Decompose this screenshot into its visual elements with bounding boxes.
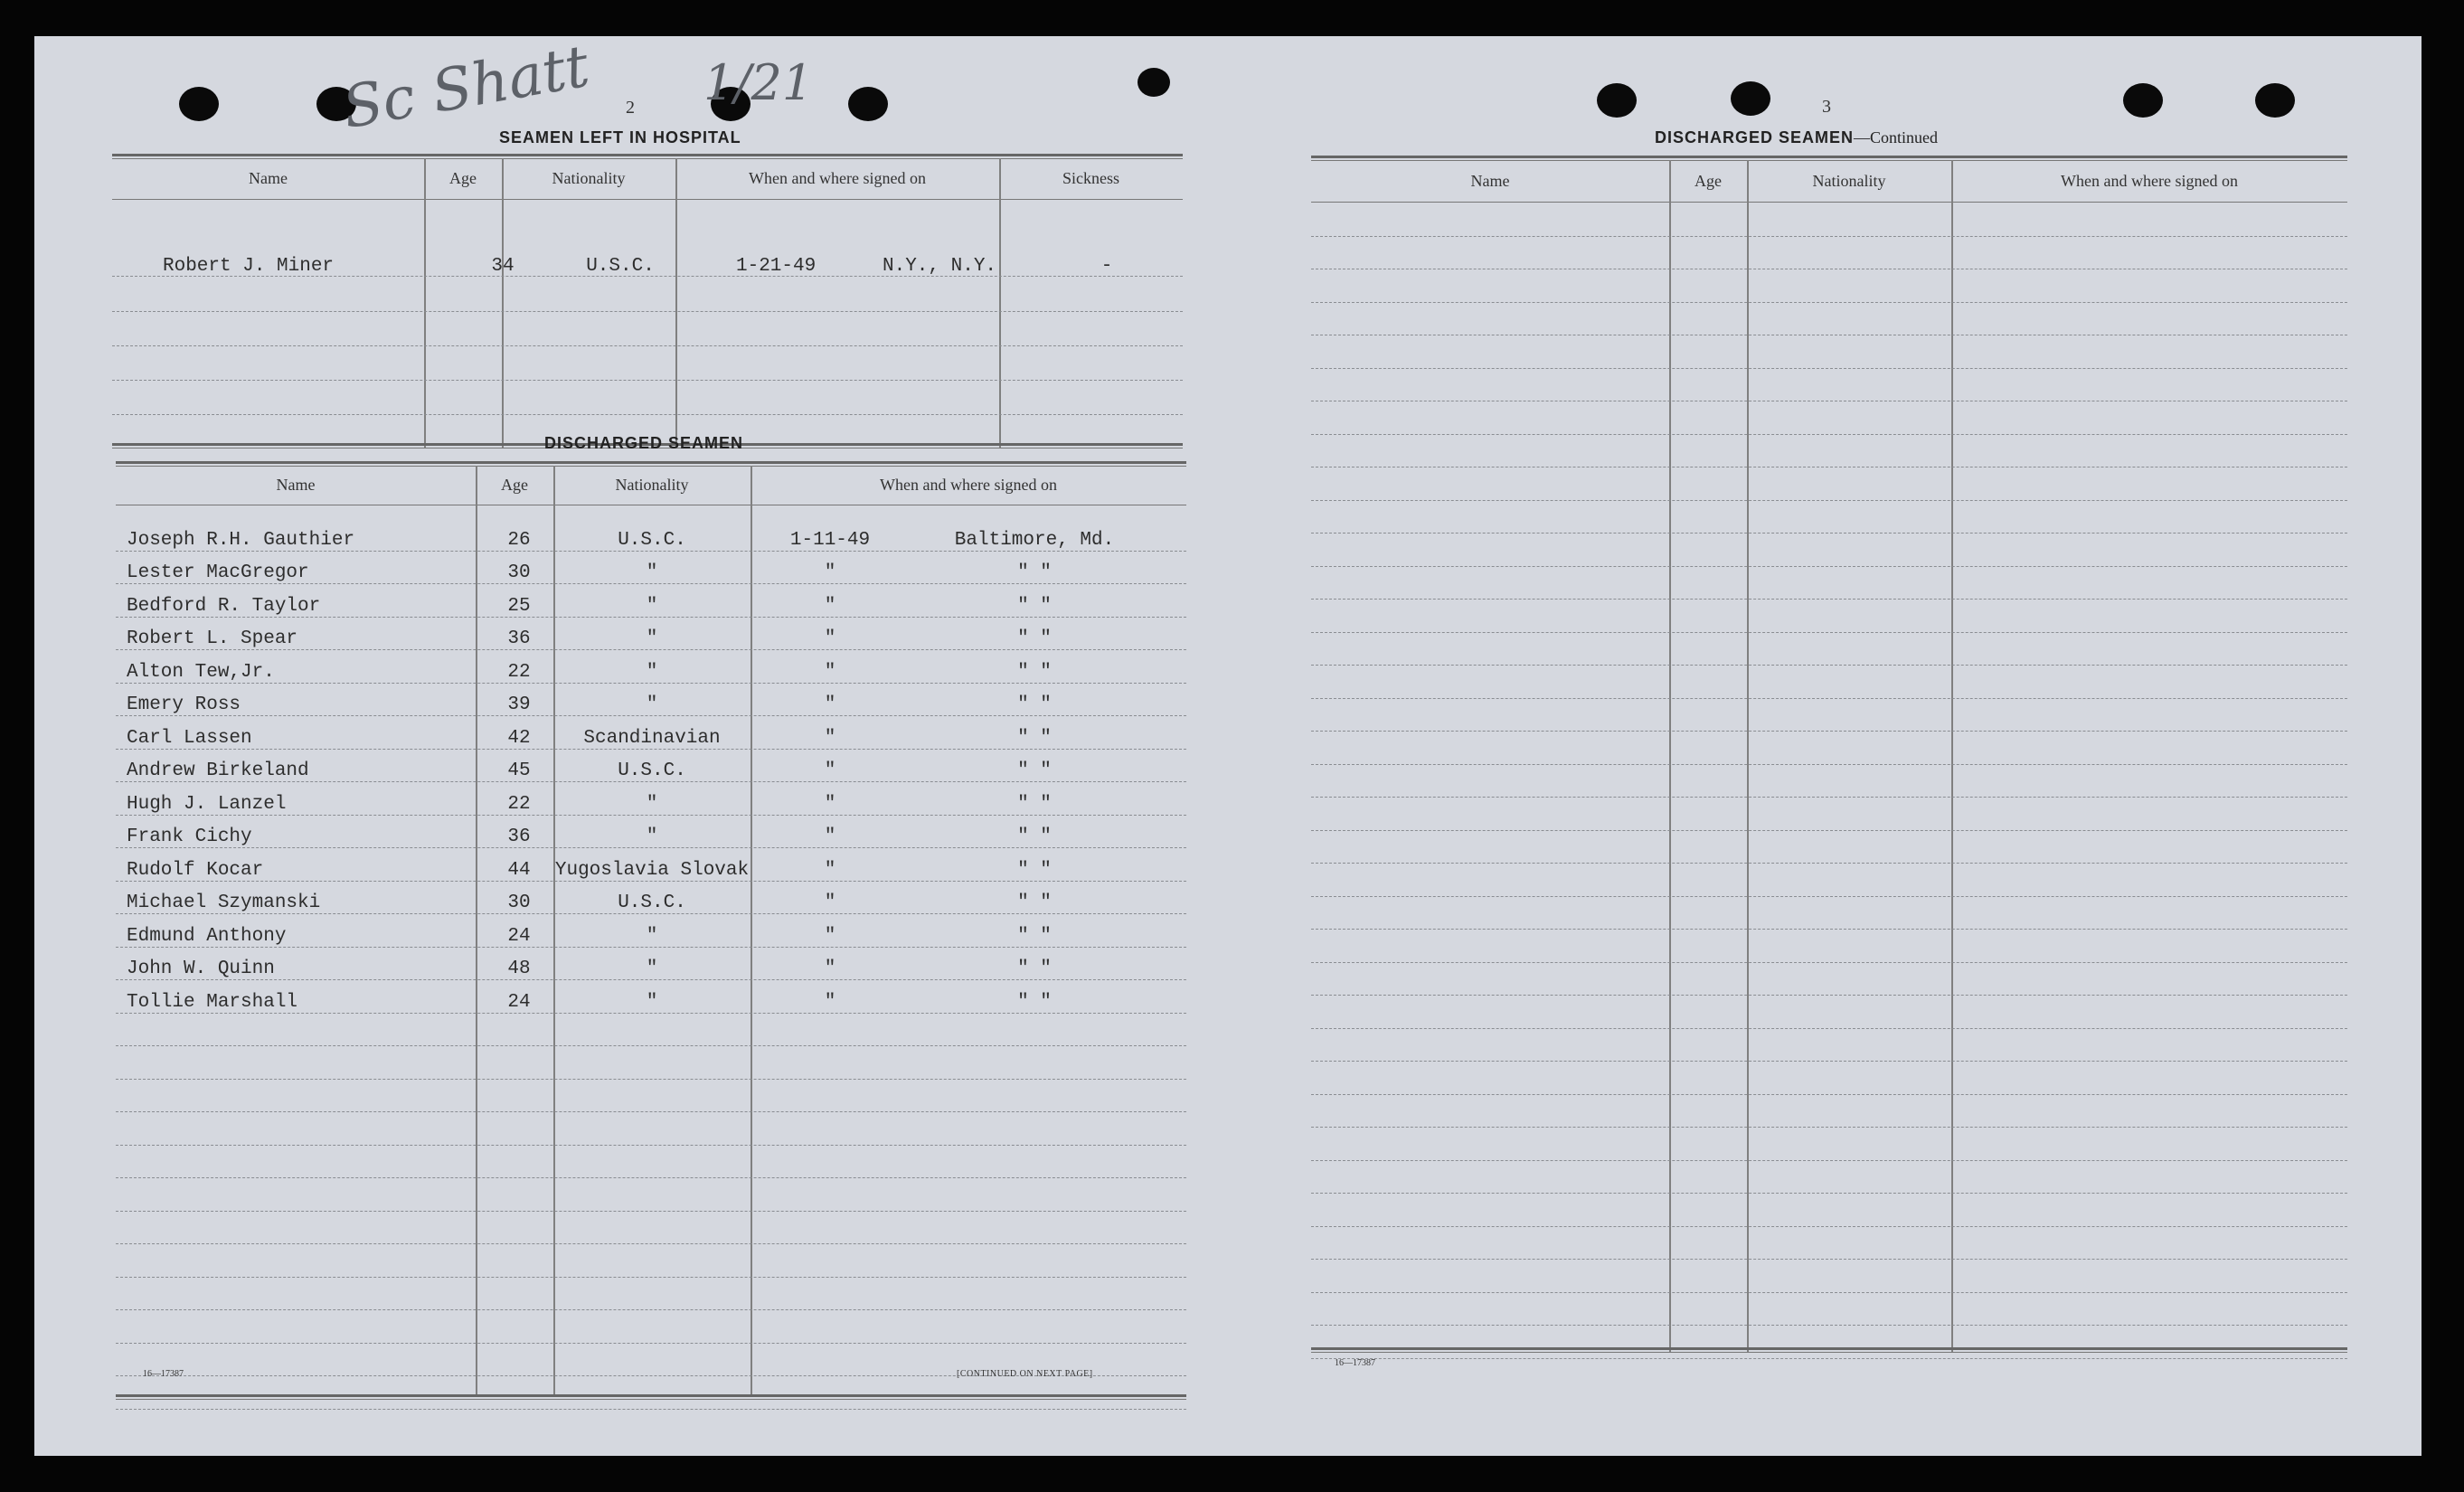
- discharged-row: [116, 683, 1186, 716]
- discharged-row: [116, 979, 1186, 1013]
- row-rule: [1311, 1259, 2347, 1260]
- row-rule: [116, 1045, 1186, 1046]
- discharged-title: DISCHARGED SEAMEN: [544, 434, 744, 452]
- discharged-name-cell: Alton Tew,Jr.: [127, 661, 275, 683]
- row-rule: [116, 1145, 1186, 1146]
- row-rule: [1311, 500, 2347, 501]
- hospital-header-sickness: Sickness: [1062, 169, 1119, 187]
- discharged-age-cell: 30: [507, 892, 531, 913]
- continued-header-name: Name: [1470, 171, 1510, 190]
- row-rule: [116, 1111, 1186, 1112]
- discharged-age-cell: 22: [507, 661, 531, 683]
- row-rule: [116, 1409, 1186, 1410]
- discharged-nationality-cell: ": [646, 958, 658, 979]
- continued-title: [1655, 128, 1938, 147]
- discharged-date-cell: ": [824, 628, 836, 649]
- discharged-header-signed-on: When and where signed on: [880, 476, 1057, 494]
- row-rule: [1311, 1061, 2347, 1062]
- discharged-row: [116, 551, 1186, 584]
- discharged-name-cell: Carl Lassen: [127, 727, 252, 749]
- row-rule: [1311, 533, 2347, 534]
- hospital-name-cell: Robert J. Miner: [163, 256, 335, 277]
- discharged-age-cell: 44: [507, 859, 531, 881]
- discharged-place-cell: " ": [1017, 991, 1052, 1013]
- discharged-date-cell: ": [824, 859, 836, 881]
- discharged-date-cell: ": [824, 991, 836, 1013]
- discharged-row: [116, 781, 1186, 815]
- discharged-row: [116, 947, 1186, 980]
- discharged-name-cell: Lester MacGregor: [127, 562, 309, 583]
- discharged-date-cell: 1-11-49: [789, 529, 871, 551]
- hospital-table: [112, 154, 1183, 452]
- discharged-row: [116, 881, 1186, 914]
- continued-table: [1311, 156, 2347, 1385]
- discharged-date-cell: ": [824, 562, 836, 583]
- hospital-date-cell: 1-21-49: [736, 256, 817, 277]
- row-rule: [1311, 1094, 2347, 1095]
- discharged-name-cell: Edmund Anthony: [127, 925, 287, 947]
- row-rule: [116, 1343, 1186, 1344]
- hospital-header-nationality: Nationality: [552, 169, 626, 187]
- hospital-header-signed-on: When and where signed on: [749, 169, 926, 187]
- discharged-row: [116, 913, 1186, 947]
- row-rule: [1311, 368, 2347, 369]
- discharged-age-cell: 42: [507, 727, 531, 749]
- discharged-name-cell: Andrew Birkeland: [127, 760, 309, 781]
- discharged-name-cell: John W. Quinn: [127, 958, 275, 979]
- discharged-name-cell: Emery Ross: [127, 694, 241, 715]
- row-rule: [1311, 929, 2347, 930]
- discharged-header-nationality: Nationality: [615, 476, 689, 494]
- discharged-row: [116, 815, 1186, 848]
- row-rule: [116, 1211, 1186, 1212]
- row-rule: [1311, 434, 2347, 435]
- row-rule: [1311, 1292, 2347, 1293]
- discharged-nationality-cell: ": [646, 628, 658, 649]
- continued-header-age: Age: [1695, 171, 1722, 190]
- page-number-left: 2: [626, 98, 635, 118]
- row-rule: [1311, 698, 2347, 699]
- row-rule: [1311, 665, 2347, 666]
- discharged-nationality-cell: U.S.C.: [618, 529, 686, 551]
- discharged-nationality-cell: ": [646, 562, 658, 583]
- discharged-header-age: Age: [501, 476, 528, 494]
- discharged-place-cell: " ": [1017, 562, 1052, 583]
- discharged-row: [116, 617, 1186, 650]
- row-rule: [1311, 632, 2347, 633]
- discharged-place-cell: " ": [1017, 694, 1052, 715]
- row-rule: [1311, 1193, 2347, 1194]
- handwritten-note-right: 1/21: [703, 54, 814, 111]
- discharged-name-cell: Tollie Marshall: [127, 991, 298, 1013]
- discharged-place-cell: " ": [1017, 595, 1052, 617]
- discharged-age-cell: 22: [507, 793, 531, 815]
- discharged-row: [116, 715, 1186, 749]
- row-rule: [1311, 599, 2347, 600]
- discharged-place-cell: Baltimore, Md.: [954, 529, 1115, 551]
- punch-hole: [2255, 83, 2295, 118]
- row-rule: [116, 1277, 1186, 1278]
- discharged-nationality-cell: U.S.C.: [618, 892, 686, 913]
- hospital-header-name: Name: [249, 169, 288, 187]
- hospital-place-cell: N.Y., N.Y.: [883, 256, 997, 277]
- discharged-nationality-cell: ": [646, 661, 658, 683]
- discharged-date-cell: ": [824, 958, 836, 979]
- row-rule: [1311, 797, 2347, 798]
- discharged-name-cell: Robert L. Spear: [127, 628, 298, 649]
- discharged-nationality-cell: ": [646, 694, 658, 715]
- discharged-date-cell: ": [824, 727, 836, 749]
- hospital-age-cell: 34: [491, 256, 515, 277]
- form-number-right: 16—17387: [1335, 1358, 1375, 1368]
- discharged-age-cell: 30: [507, 562, 531, 583]
- discharged-age-cell: 45: [507, 760, 531, 781]
- discharged-row: [116, 649, 1186, 683]
- row-rule: [1311, 1226, 2347, 1227]
- hospital-title: SEAMEN LEFT IN HOSPITAL: [499, 128, 741, 146]
- row-rule: [1311, 731, 2347, 732]
- continued-note: [CONTINUED ON NEXT PAGE]: [957, 1369, 1093, 1379]
- discharged-age-cell: 39: [507, 694, 531, 715]
- discharged-place-cell: " ": [1017, 892, 1052, 913]
- discharged-nationality-cell: ": [646, 595, 658, 617]
- row-rule: [1311, 236, 2347, 237]
- discharged-place-cell: " ": [1017, 958, 1052, 979]
- discharged-name-cell: Joseph R.H. Gauthier: [127, 529, 355, 551]
- row-rule: [1311, 1160, 2347, 1161]
- hospital-nationality-cell: U.S.C.: [586, 256, 655, 277]
- discharged-place-cell: " ": [1017, 727, 1052, 749]
- discharged-row: [116, 749, 1186, 782]
- discharged-age-cell: 48: [507, 958, 531, 979]
- discharged-name-cell: Frank Cichy: [127, 826, 252, 847]
- page-number-right: 3: [1822, 97, 1831, 117]
- discharged-row: [116, 847, 1186, 881]
- discharged-date-cell: ": [824, 760, 836, 781]
- discharged-nationality-cell: Scandinavian: [583, 727, 721, 749]
- discharged-place-cell: " ": [1017, 826, 1052, 847]
- continued-title-suffix: —Continued: [1854, 128, 1939, 146]
- row-rule: [1311, 830, 2347, 831]
- discharged-name-cell: Michael Szymanski: [127, 892, 321, 913]
- discharged-date-cell: ": [824, 694, 836, 715]
- discharged-age-cell: 36: [507, 826, 531, 847]
- handwritten-note-left: Sc Shatt: [337, 33, 595, 143]
- discharged-place-cell: " ": [1017, 661, 1052, 683]
- discharged-nationality-cell: ": [646, 793, 658, 815]
- hospital-row: [112, 241, 1183, 277]
- discharged-row: [116, 583, 1186, 617]
- row-rule: [116, 1309, 1186, 1310]
- punch-hole: [848, 87, 888, 121]
- row-rule: [1311, 1127, 2347, 1128]
- row-rule: [1311, 764, 2347, 765]
- hospital-sickness-cell: -: [1100, 256, 1113, 277]
- crew-list-sheet: [34, 33, 2422, 1456]
- discharged-nationality-cell: ": [646, 925, 658, 947]
- discharged-date-cell: ": [824, 826, 836, 847]
- row-rule: [1311, 896, 2347, 897]
- discharged-place-cell: " ": [1017, 859, 1052, 881]
- discharged-name-cell: Hugh J. Lanzel: [127, 793, 287, 815]
- discharged-nationality-cell: Yugoslavia Slovak: [554, 859, 750, 881]
- discharged-row: [116, 517, 1186, 551]
- discharged-age-cell: 36: [507, 628, 531, 649]
- discharged-date-cell: ": [824, 595, 836, 617]
- row-rule: [1311, 1358, 2347, 1359]
- discharged-place-cell: " ": [1017, 628, 1052, 649]
- discharged-age-cell: 25: [507, 595, 531, 617]
- row-rule: [116, 1243, 1186, 1244]
- row-rule: [1311, 863, 2347, 864]
- discharged-nationality-cell: ": [646, 826, 658, 847]
- continued-title-text: DISCHARGED SEAMEN: [1655, 128, 1855, 146]
- row-rule: [116, 1079, 1186, 1080]
- discharged-age-cell: 24: [507, 991, 531, 1013]
- hospital-header-age: Age: [449, 169, 477, 187]
- row-rule: [1311, 566, 2347, 567]
- row-rule: [1311, 995, 2347, 996]
- punch-hole: [1138, 68, 1170, 97]
- discharged-place-cell: " ": [1017, 793, 1052, 815]
- row-rule: [1311, 1028, 2347, 1029]
- discharged-table: [116, 461, 1186, 1402]
- row-rule: [116, 1177, 1186, 1178]
- row-rule: [1311, 962, 2347, 963]
- discharged-date-cell: ": [824, 793, 836, 815]
- continued-header-nationality: Nationality: [1812, 171, 1886, 190]
- discharged-header-name: Name: [276, 476, 316, 494]
- punch-hole: [179, 87, 219, 121]
- discharged-date-cell: ": [824, 925, 836, 947]
- row-rule: [116, 1013, 1186, 1014]
- discharged-age-cell: 24: [507, 925, 531, 947]
- discharged-name-cell: Bedford R. Taylor: [127, 595, 321, 617]
- discharged-nationality-cell: U.S.C.: [618, 760, 686, 781]
- row-rule: [1311, 1325, 2347, 1326]
- discharged-age-cell: 26: [507, 529, 531, 551]
- discharged-place-cell: " ": [1017, 760, 1052, 781]
- punch-hole: [1731, 81, 1770, 116]
- row-rule: [1311, 302, 2347, 303]
- punch-hole: [2123, 83, 2163, 118]
- punch-hole: [1597, 83, 1637, 118]
- form-number-left: 16—17387: [143, 1369, 184, 1379]
- discharged-date-cell: ": [824, 892, 836, 913]
- discharged-nationality-cell: ": [646, 991, 658, 1013]
- discharged-place-cell: " ": [1017, 925, 1052, 947]
- continued-header-signed-on: When and where signed on: [2061, 171, 2238, 190]
- discharged-date-cell: ": [824, 661, 836, 683]
- discharged-name-cell: Rudolf Kocar: [127, 859, 264, 881]
